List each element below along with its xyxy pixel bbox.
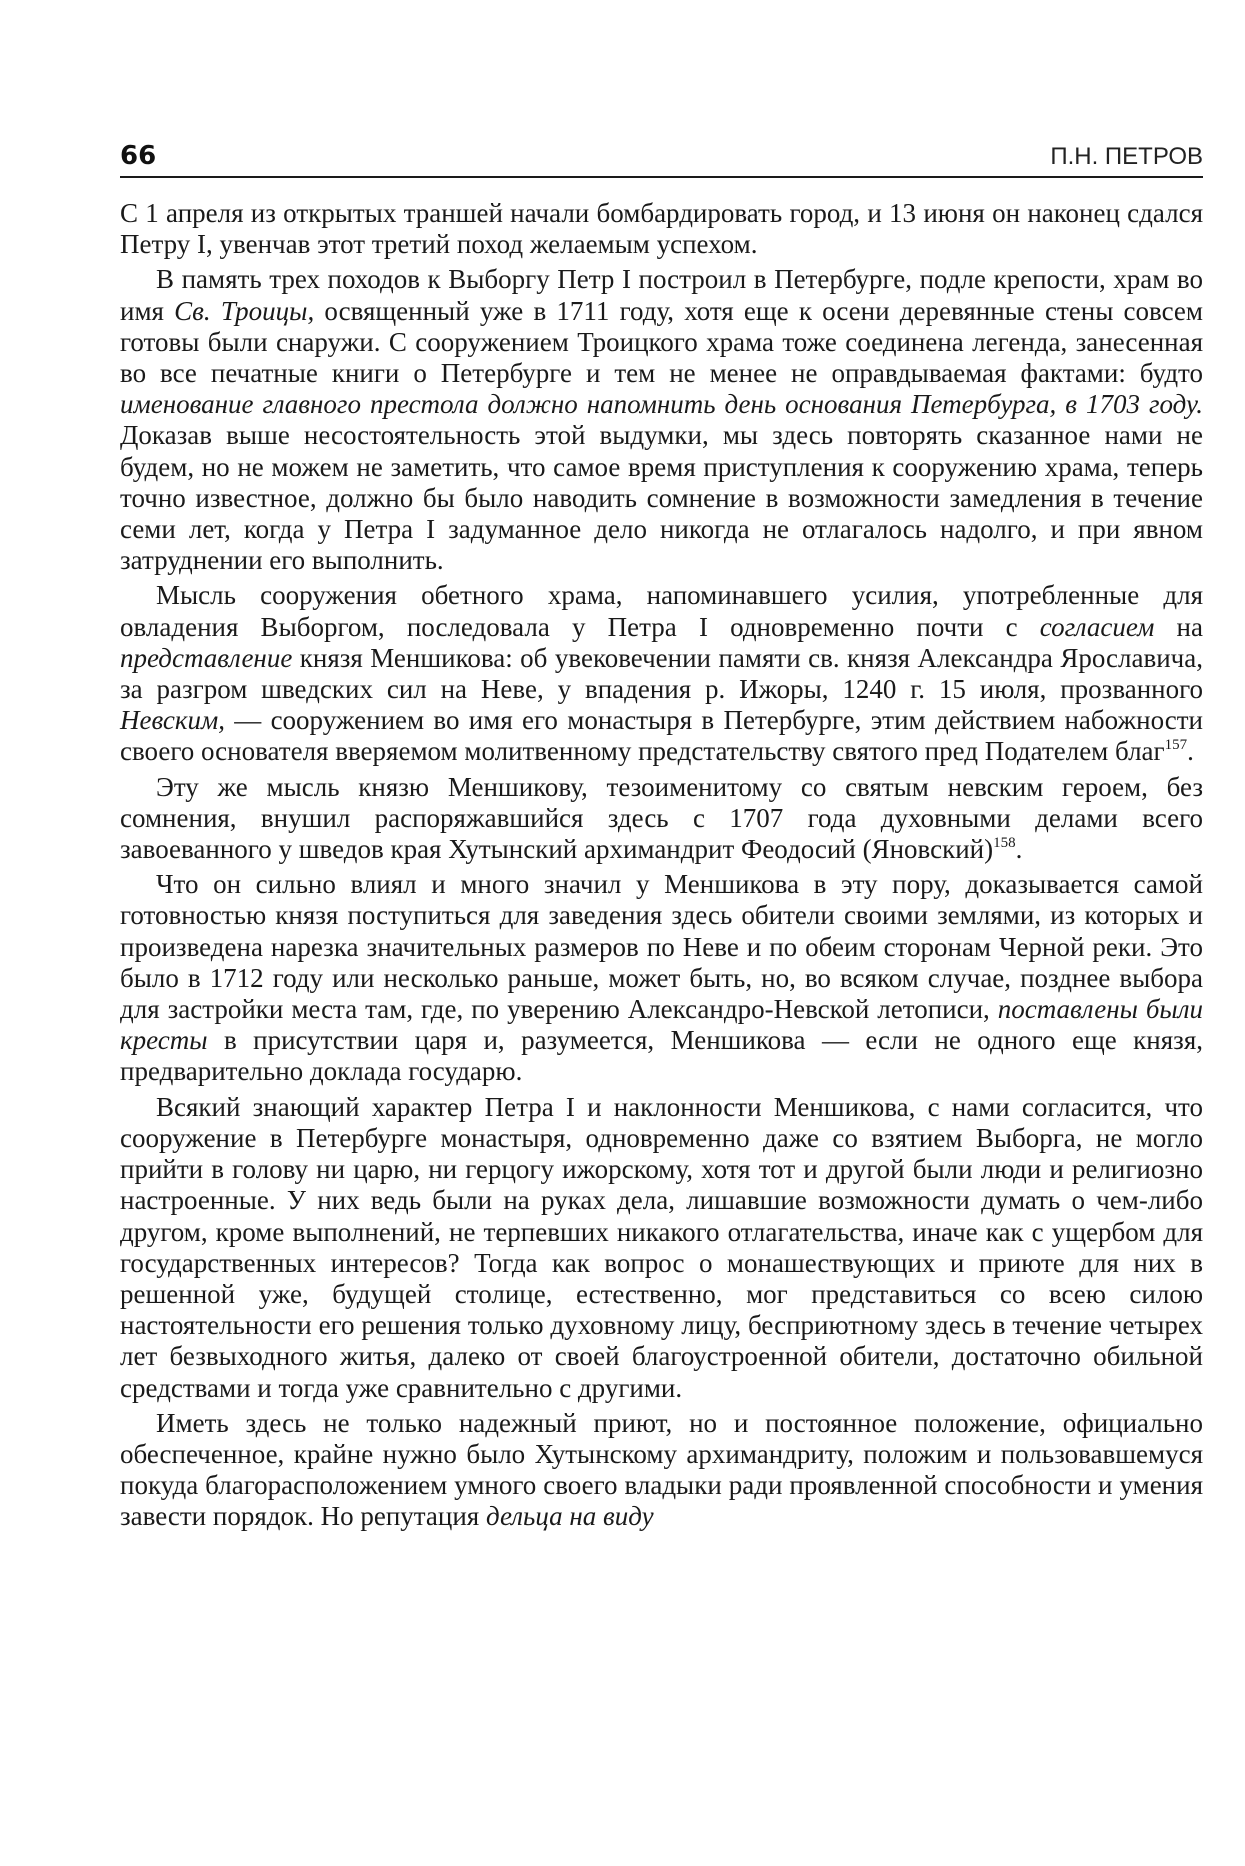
text-run: Что он сильно влиял и много значил у Меншикова в эту пору, доказывается самой готовностью князя поступиться для заведения здесь обители своими землями, из которых и произведена нарезка значительных размеров по Неве и по обеим сторонам Черной реки. Это было в 1712 году или несколько раньше, может быть, но, во всяком случае, позднее выбора для застройки места там, где, по уверению Александро-Невской летописи,: [120, 869, 1203, 1025]
italic-run: Невским,: [120, 705, 225, 736]
text-run: .: [1015, 834, 1023, 865]
text-run: В память трех походов к Выборгу Петр I построил в Петербурге, подле крепости, храм во имя: [120, 264, 1203, 326]
paragraph-2: [120, 264, 1203, 576]
italic-run: поставлены были кресты: [120, 994, 1203, 1056]
footnote-ref-158[interactable]: 158: [993, 835, 1016, 852]
text-run: Эту же мысль князю Меншикову, тезоименитому со святым невским героем, без сомнения, внушил распоряжавшийся здесь с 1707 года духовными делами всего завоеванного у шведов края Хутынский архимандрит Феодосий (Яновский): [120, 771, 1203, 865]
text-run: освященный уже в 1711 году, хотя еще к осени деревянные стены совсем готовы были снаружи. С сооружением Троицкого храма тоже соединена легенда, занесенная во все печатные книги о Петербурге и тем не менее не оправдываемая фактами: будто: [120, 295, 1203, 389]
italic-run: дельца на виду: [485, 1501, 654, 1532]
paragraph-3: [120, 580, 1203, 767]
italic-run: именование главного престола должно напомнить день основания Петербурга, в 1703 году.: [120, 389, 1203, 420]
paragraph-7: [120, 1408, 1203, 1533]
paragraph-4: [120, 772, 1203, 866]
text-run: Доказав выше несостоятельность этой выдумки, мы здесь повторять сказанное нами не будем, но не можем не заметить, что самое время приступления к сооружению храма, теперь точно известное, должно бы было наводить сомнение в возможности замедления в течение семи лет, когда у Петра I задуманное дело никогда не отлагалось надолго, и при явном затруднении его выполнить.: [120, 420, 1203, 576]
text-run: Иметь здесь не только надежный приют, но и постоянное положение, официально обеспеченное, крайне нужно было Хутынскому архимандриту, положим и пользовавшемуся покуда благорасположением умного своего владыки ради проявленной способности и умения завести порядок. Но репутация: [120, 1407, 1203, 1532]
footnote-ref-157[interactable]: 157: [1164, 737, 1188, 754]
paragraph-1: [120, 198, 1203, 260]
paragraph-6: [120, 1092, 1203, 1404]
text-run: князя Меншикова: об увековечении памяти св. князя Александра Ярославича, за разгром шведских сил на Неве, у впадения р. Ижоры, 1240 г. 15 июля, прозванного: [120, 642, 1203, 705]
text-run: Мысль сооружения обетного храма, напоминавшего усилия, употребленные для овладения Выборгом, последовала у Петра I одновременно почти с: [120, 580, 1203, 642]
italic-run: согласием: [1039, 611, 1155, 642]
paragraph-5: [120, 869, 1203, 1087]
body-text: [120, 198, 1203, 1533]
text-run: Всякий знающий характер Петра I и наклонности Меншикова, с нами согласится, что сооружение в Петербурге монастыря, одновременно даже со взятием Выборга, не могло прийти в голову ни царю, ни герцогу ижорскому, хотя тот и другой были люди и религиозно настроенные. У них ведь были на руках дела, лишавшие возможности думать о чем-либо другом, кроме выполнений, не терпевших никакого отлагательства, иначе как с ущербом для государственных интересов? Тогда как вопрос о монашествующих и приюте для них в решенной уже, будущей столице, естественно, мог представиться со всею силою настоятельности его решения только духовному лицу, бесприютному здесь в течение четырех лет безвыходного житья, далеко от своей благоустроенной обители, достаточно обильной средствами и тогда уже сравнительно с другими.: [120, 1091, 1203, 1403]
text-run: С 1 апреля из открытых траншей начали бомбардировать город, и 13 июня он наконец сдался Петру I, увенчав этот третий поход желаемым успехом.: [120, 198, 1203, 260]
text-run: в присутствии царя и, разумеется, Меншикова — если не одного еще князя, предварительно доклада государю.: [120, 1025, 1203, 1087]
running-head: П.Н. ПЕТРОВ: [1050, 143, 1203, 170]
page-number: 66: [120, 141, 157, 171]
text-run: на: [1154, 611, 1203, 642]
italic-run: Св. Троицы,: [174, 295, 315, 326]
page-header: [120, 140, 1203, 178]
text-run: — сооружением во имя его монастыря в Петербурге, этим действием набожности своего основателя вверяемом молитвенному предстательству святого пред Подателем благ: [120, 705, 1203, 767]
text-run: .: [1187, 736, 1194, 767]
italic-run: представление: [120, 642, 293, 673]
